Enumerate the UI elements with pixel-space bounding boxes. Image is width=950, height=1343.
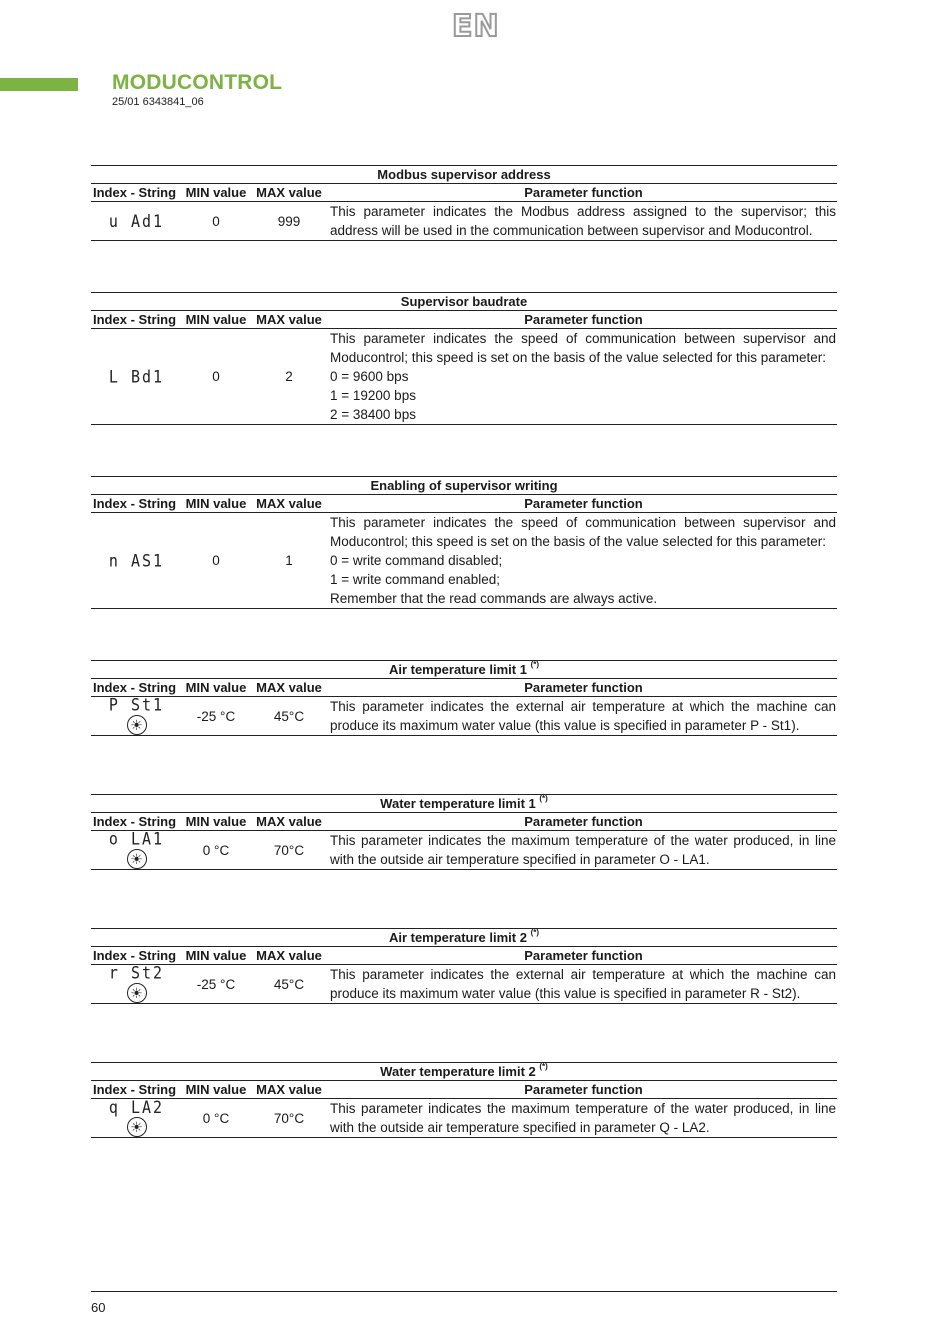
function-text-line: Remember that the read commands are always active. bbox=[330, 591, 658, 606]
function-text-line: This parameter indicates the external air temperature at which the machine can produce its maximum water value (this value is specified in parameter R - St2). bbox=[330, 967, 836, 1001]
function-text-line: This parameter indicates the maximum temperature of the water produced, in line with the outside air temperature specified in parameter O - LA1. bbox=[330, 833, 836, 867]
table-title-text: Water temperature limit 1 bbox=[380, 796, 536, 811]
function-text-line: 2 = 38400 bps bbox=[330, 407, 416, 422]
function-text-line: This parameter indicates the maximum temperature of the water produced, in line with the outside air temperature specified in parameter Q - LA2. bbox=[330, 1101, 836, 1135]
document-reference: 25/01 6343841_06 bbox=[112, 96, 204, 108]
table-header-row bbox=[91, 947, 837, 965]
col-header-index: Index - String bbox=[93, 496, 177, 511]
function-text-line: 1 = write command enabled; bbox=[330, 572, 500, 587]
table-header-row bbox=[91, 813, 837, 831]
col-header-index: Index - String bbox=[93, 185, 177, 200]
col-header-index: Index - String bbox=[93, 680, 177, 695]
col-header-max: MAX value bbox=[256, 185, 322, 200]
max-value-cell: 999 bbox=[277, 213, 301, 229]
col-header-max: MAX value bbox=[256, 948, 322, 963]
min-value-cell: 0 bbox=[212, 553, 220, 568]
col-header-index: Index - String bbox=[93, 948, 177, 963]
language-badge: EN bbox=[452, 9, 500, 44]
col-header-function: Parameter function bbox=[524, 1082, 643, 1097]
table-row bbox=[91, 329, 837, 425]
display-code: o LA1 bbox=[108, 828, 165, 850]
index-string-cell bbox=[91, 828, 182, 869]
max-value-cell: 45°C bbox=[273, 708, 305, 724]
display-code: q LA2 bbox=[108, 1096, 165, 1118]
parameter-table bbox=[91, 165, 837, 241]
col-header-max: MAX value bbox=[256, 814, 322, 829]
parameter-function-cell bbox=[328, 513, 837, 608]
col-header-min: MIN value bbox=[185, 312, 247, 327]
table-row bbox=[91, 202, 837, 241]
col-header-min: MIN value bbox=[185, 496, 247, 511]
table-title bbox=[91, 1062, 837, 1081]
index-string-cell bbox=[91, 1096, 182, 1137]
parameter-function-cell bbox=[328, 965, 837, 1003]
table-title bbox=[91, 165, 837, 184]
display-code: P St1 bbox=[108, 694, 165, 716]
col-header-index: Index - String bbox=[93, 312, 177, 327]
function-text-line: 1 = 19200 bps bbox=[330, 388, 416, 403]
parameter-function-cell bbox=[328, 1099, 837, 1137]
sun-icon: ☀ bbox=[127, 983, 147, 1003]
table-title bbox=[91, 928, 837, 947]
col-header-max: MAX value bbox=[256, 312, 322, 327]
parameter-table bbox=[91, 292, 837, 425]
display-code: L Bd1 bbox=[108, 366, 165, 387]
table-header-row bbox=[91, 184, 837, 202]
display-code: u Ad1 bbox=[108, 210, 165, 232]
brand-accent-bar bbox=[0, 78, 78, 91]
parameter-table bbox=[91, 660, 837, 736]
col-header-function: Parameter function bbox=[524, 496, 643, 511]
table-header-row bbox=[91, 495, 837, 513]
table-row bbox=[91, 513, 837, 609]
table-row bbox=[91, 1096, 837, 1138]
sun-icon: ☀ bbox=[127, 849, 147, 869]
parameter-function-cell bbox=[328, 831, 837, 869]
col-header-min: MIN value bbox=[185, 185, 247, 200]
max-value-cell: 45°C bbox=[273, 976, 305, 992]
parameter-table bbox=[91, 1062, 837, 1138]
brand-title: MODUCONTROL bbox=[112, 71, 283, 94]
table-header-row bbox=[91, 679, 837, 697]
index-string-cell bbox=[91, 202, 182, 240]
table-row bbox=[91, 962, 837, 1004]
col-header-max: MAX value bbox=[256, 680, 322, 695]
col-header-function: Parameter function bbox=[524, 814, 643, 829]
max-value-cell: 70°C bbox=[273, 1110, 305, 1126]
footnote-mark: (*) bbox=[530, 928, 540, 937]
function-text-line: 0 = 9600 bps bbox=[330, 369, 409, 384]
col-header-min: MIN value bbox=[185, 1082, 247, 1097]
table-header-row bbox=[91, 311, 837, 329]
index-string-cell bbox=[91, 694, 182, 735]
col-header-function: Parameter function bbox=[524, 185, 643, 200]
col-header-function: Parameter function bbox=[524, 680, 643, 695]
index-string-cell bbox=[91, 329, 182, 424]
index-string-cell bbox=[91, 962, 182, 1003]
function-text-line: This parameter indicates the speed of communication between supervisor and Moducontrol; this speed is set on the basis of the value selected for this parameter: bbox=[330, 515, 836, 549]
table-title bbox=[91, 292, 837, 311]
max-value-cell: 70°C bbox=[273, 842, 305, 858]
table-title-text: Air temperature limit 2 bbox=[388, 930, 527, 945]
table-title-text: Supervisor baudrate bbox=[400, 294, 528, 309]
table-title-text: Modbus supervisor address bbox=[377, 167, 551, 182]
min-value-cell: -25 °C bbox=[196, 708, 236, 724]
display-code: n AS1 bbox=[108, 550, 165, 571]
col-header-max: MAX value bbox=[256, 496, 322, 511]
table-title-text: Air temperature limit 1 bbox=[388, 662, 527, 677]
table-row bbox=[91, 694, 837, 736]
parameter-table bbox=[91, 928, 837, 1004]
display-code: r St2 bbox=[108, 962, 165, 984]
table-title-text: Enabling of supervisor writing bbox=[370, 478, 558, 493]
footnote-mark: (*) bbox=[539, 1062, 548, 1071]
index-string-cell bbox=[91, 513, 182, 608]
function-text-line: This parameter indicates the Modbus address assigned to the supervisor; this address will be used in the communication between supervisor and Moducontrol. bbox=[330, 204, 836, 238]
col-header-max: MAX value bbox=[256, 1082, 322, 1097]
col-header-index: Index - String bbox=[93, 814, 177, 829]
parameter-function-cell bbox=[328, 329, 837, 424]
col-header-function: Parameter function bbox=[524, 948, 643, 963]
col-header-function: Parameter function bbox=[524, 312, 643, 327]
table-header-row bbox=[91, 1081, 837, 1099]
parameter-function-cell bbox=[328, 697, 837, 735]
col-header-min: MIN value bbox=[185, 948, 247, 963]
col-header-min: MIN value bbox=[185, 680, 247, 695]
table-title bbox=[91, 660, 837, 679]
table-title bbox=[91, 476, 837, 495]
parameter-function-cell bbox=[328, 202, 837, 240]
footnote-mark: (*) bbox=[539, 794, 548, 803]
footnote-mark: (*) bbox=[530, 660, 540, 669]
function-text-line: This parameter indicates the external air temperature at which the machine can produce its maximum water value (this value is specified in parameter P - St1). bbox=[330, 699, 836, 733]
sun-icon: ☀ bbox=[127, 1117, 147, 1137]
min-value-cell: 0 bbox=[212, 369, 220, 384]
function-text-line: This parameter indicates the speed of communication between supervisor and Moducontrol; this speed is set on the basis of the value selected for this parameter: bbox=[330, 331, 836, 365]
sun-icon: ☀ bbox=[127, 715, 147, 735]
min-value-cell: 0 °C bbox=[202, 842, 230, 858]
page-number: 60 bbox=[91, 1300, 106, 1315]
table-title-text: Water temperature limit 2 bbox=[380, 1064, 536, 1079]
parameter-table bbox=[91, 476, 837, 609]
col-header-min: MIN value bbox=[185, 814, 247, 829]
footer-divider bbox=[91, 1291, 837, 1292]
min-value-cell: 0 bbox=[212, 213, 220, 229]
max-value-cell: 2 bbox=[285, 369, 293, 384]
min-value-cell: -25 °C bbox=[196, 976, 236, 992]
table-row bbox=[91, 828, 837, 870]
parameter-table bbox=[91, 794, 837, 870]
col-header-index: Index - String bbox=[93, 1082, 177, 1097]
max-value-cell: 1 bbox=[285, 553, 293, 568]
min-value-cell: 0 °C bbox=[202, 1110, 230, 1126]
function-text-line: 0 = write command disabled; bbox=[330, 553, 503, 568]
table-title bbox=[91, 794, 837, 813]
